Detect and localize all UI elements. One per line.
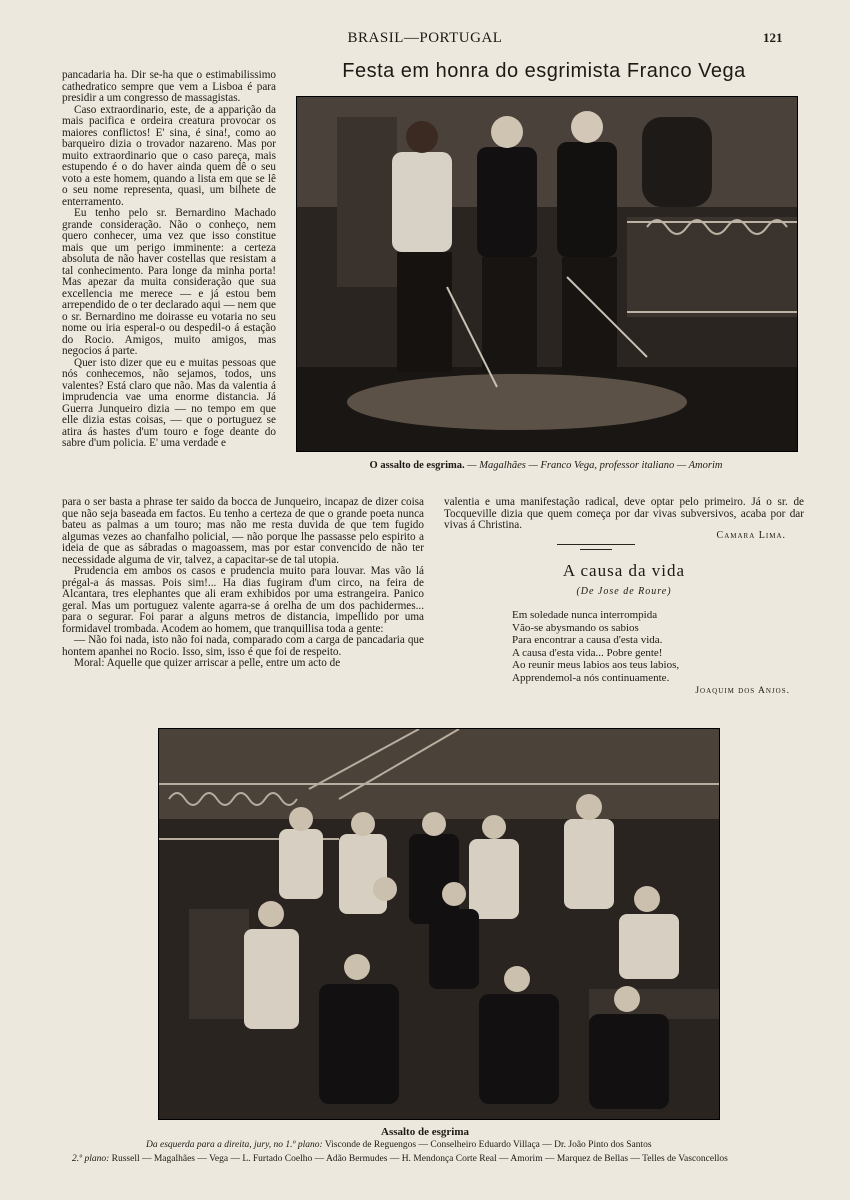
photo-top-caption-names: — Magalhães — Franco Vega, professor italiano — Amorim [467, 460, 723, 471]
paragraph: Prudencia em ambos os casos e prudencia muito para louvar. Mas vão lá prégal-a ás massas. Pois sim!... Ha dias fugiram d'um circo, na feira de Alcantara, tres elephantes que ali eram exhibidos por uma estrangeira. Panico geral. Mas um portuguez valente agarra-se á orelha de um dos pachidermes... para o segurar. Foi parar a alguns metros de distancia, impellido por uma formidavel trombada. Acodem ao homem, que tranquillisa toda a gente: [62, 565, 424, 635]
photo-top-caption-title: O assalto de esgrima. [369, 460, 465, 471]
paragraph: para o ser basta a phrase ter saido da bocca de Junqueiro, incapaz de dizer coisa que não seja baseada em factos. Eu tenho a certeza de que o grande poeta nunca bateu as palmas a um touro; mas não me resta duvida de que tem fugido algumas vezes ao chanfalho policial, — não porque lhe passasse pelo espirito a ideia de que as sábradas o magoassem, mas por estar convencido de não ter necessidade alguma de vir, talvez, a capacitar-se de tal utopia. [62, 496, 424, 566]
poem-line: Para encontrar a causa d'esta vida. [512, 634, 663, 646]
article-title: Festa em honra do esgrimista Franco Vega [342, 60, 746, 82]
section-divider [580, 549, 612, 550]
poem-line: Vão-se abysmando os sabios [512, 621, 639, 634]
paragraph: Quer isto dizer que eu e muitas pessoas que nós conhecemos, não sejamos, todos, uns valentes? Está claro que não. Mas da valentia á imprudencia vae uma enorme distancia. Já Guerra Junqueiro dizia — no tempo em que elle dizia estas coisas, — que o portuguez se atira ás hastes d'um touro e foge deante do sabre d'um policia. E' uma verdade e [62, 356, 276, 449]
poem-line: Em soledade nunca interrompida [512, 609, 658, 621]
section-divider [557, 544, 635, 545]
poem-line: A causa d'esta vida... Pobre gente! [512, 646, 663, 659]
paragraph: valentia e uma manifestação radical, deve optar pelo primeiro. Já o sr. de Tocqueville dizia que quem começa por dar vivas subversivos, acaba por dar vivas á Christina. [444, 496, 804, 531]
photo-bottom-caption-line2 [72, 1154, 832, 1164]
poem-title: A causa da vida [562, 561, 686, 580]
caption-names: Russell — Magalhães — Vega — L. Furtado Coelho — Adão Bermudes — H. Mendonça Corte Real — Amorim — Marquez de Bellas — Telles de Vasconcellos [109, 1154, 728, 1164]
poem-signature: Joaquim dos Anjos. [695, 686, 790, 696]
running-head: BRASIL—PORTUGAL [347, 30, 503, 46]
wide-column-text [62, 497, 424, 670]
photo-bottom-caption-title: Assalto de esgrima [381, 1126, 469, 1138]
paragraph: pancadaria ha. Dir se-ha que o estimabilissimo cathedratico sempre que vem a Lisboa é para presidir a um congresso de massagistas. [62, 69, 276, 104]
page-number: 121 [763, 30, 783, 45]
article-signature: Camara Lima. [716, 530, 786, 541]
fencing-photo-bottom-illustration [159, 729, 719, 1119]
poem-line: Ao reunir meus labios aos teus labios, [512, 659, 680, 671]
fencing-photo-top [296, 96, 798, 452]
poem-attribution: (De Jose de Roure) [576, 586, 672, 597]
photo-top-caption [296, 460, 796, 471]
poem-body [512, 609, 812, 684]
paragraph: Eu tenho pelo sr. Bernardino Machado grande consideração. Não o conheço, nem quero conhecer, uma vez que isso constitue mais que um perigo imminente: a certeza absoluta de não haver costellas que resistam a tal conhecimento. Para longe da minha porta! Mas apezar da muita consideração que sua excellencia me merece — e já estou bem arrependido de o ter declarado aqui — nem que o sr. Bernardino me doirasse eu votaria no seu nome ou iria esperal-o ou despedil-o á estação do Rocio. Amigos, muito amigos, mas negocios á parte. [62, 207, 276, 357]
caption-names: Visconde de Reguengos — Conselheiro Eduardo Villaça — Dr. João Pinto dos Santos [322, 1140, 652, 1150]
paragraph: Moral: Aquelle que quizer arriscar a pelle, entre um acto de [74, 657, 341, 669]
caption-lead: 2.º plano: [72, 1154, 110, 1164]
right-column-text [444, 497, 804, 532]
caption-lead: Da esquerda para a direita, jury, no 1.º plano: [146, 1140, 323, 1150]
fencing-photo-top-illustration [297, 97, 797, 451]
fencing-photo-bottom [158, 728, 720, 1120]
paragraph: Caso extraordinario, este, de a apparição da mais pacifica e ordeira creatura provocar os maiores conflictos! E' sina, é sina!, como ao barqueiro dizia o trovador nazareno. Mas por muito extraordinario que o caso pareça, mais estupendo é o do haver ainda quem dê o seu voto a este homem, quando a lista em que se lê o seu nome representa, quasi, um bilhete de enterramento. [62, 103, 276, 208]
poem-line: Apprendemol-a nós continuamente. [512, 671, 670, 684]
paragraph: — Não foi nada, isto não foi nada, comparado com a carga de pancadaria que hontem apanhei no Rocio. Isso, sim, isso é que foi de respeito. [62, 634, 424, 658]
left-column-text [62, 70, 276, 450]
photo-bottom-caption-line1 [146, 1140, 786, 1150]
